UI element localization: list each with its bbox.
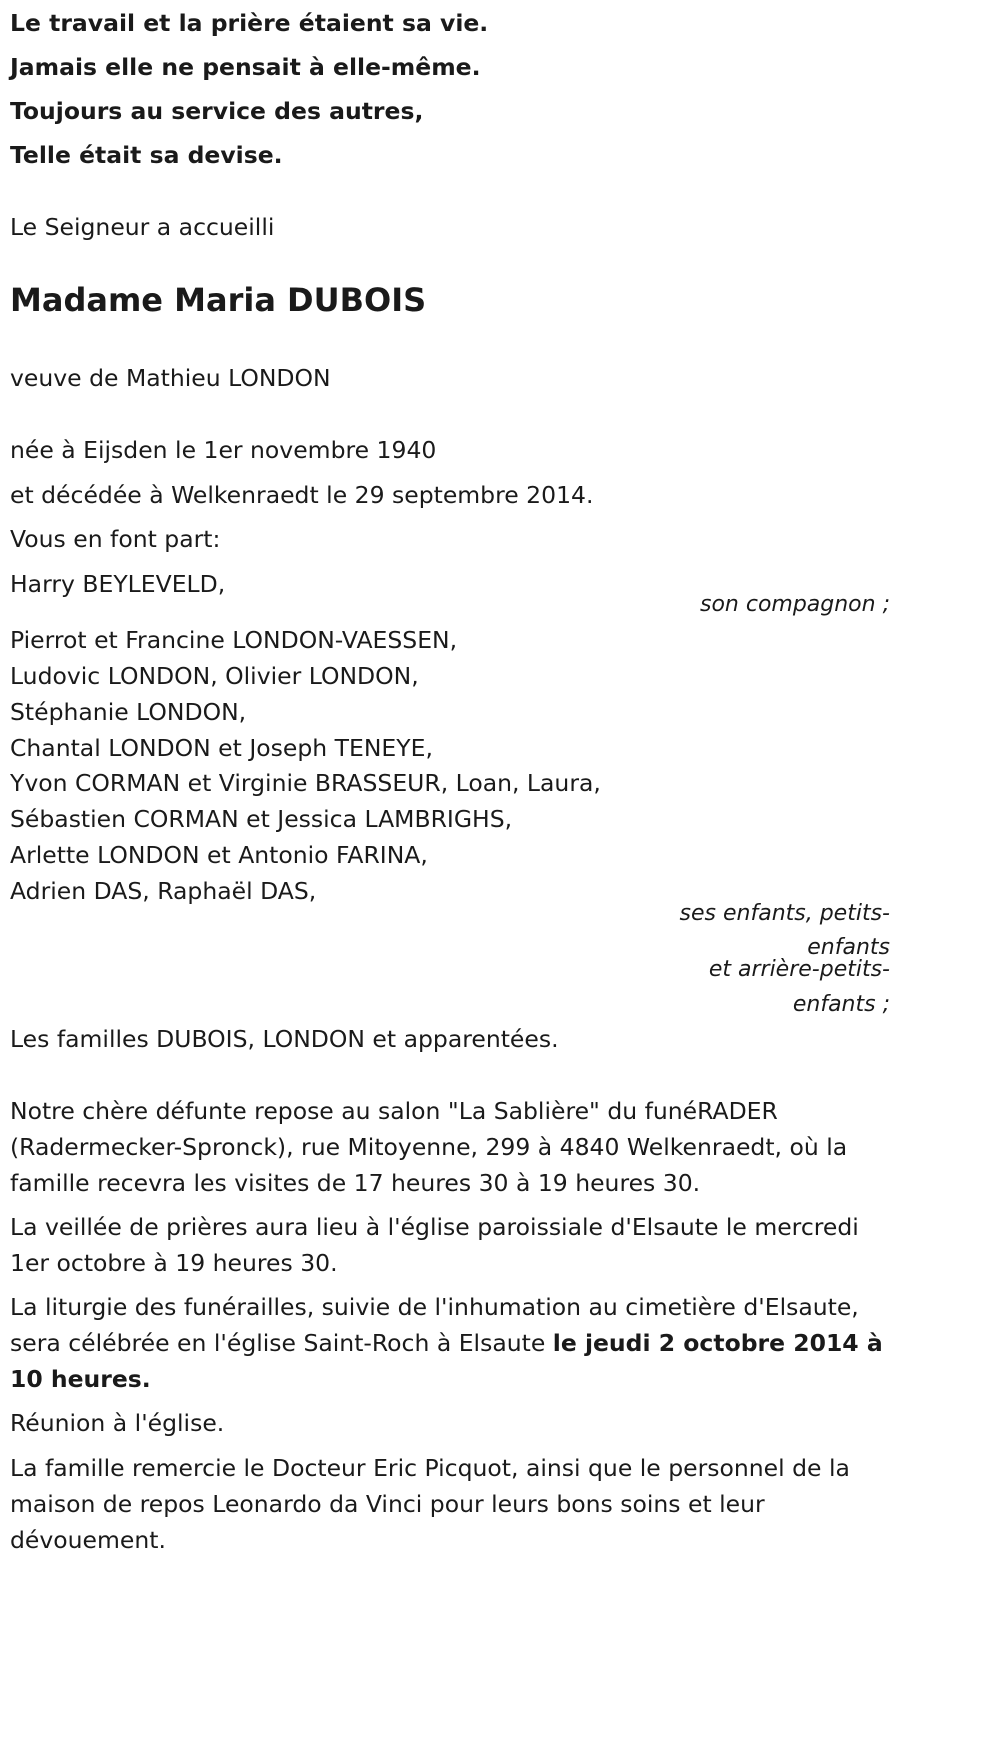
liturgy-line-2	[10, 1328, 883, 1358]
rest-line-3: famille recevra les visites de 17 heures 30 à 19 heures 30.	[10, 1169, 701, 1197]
liturgy-date: le jeudi 2 octobre 2014 à	[552, 1329, 883, 1357]
companion-name: Harry BEYLEVELD,	[10, 570, 226, 598]
children-role-2: enfants	[807, 935, 890, 960]
poem-line-2: Jamais elle ne pensait à elle-même.	[10, 53, 481, 81]
vigil-line-2: 1er octobre à 19 heures 30.	[10, 1249, 338, 1277]
children-line-7: Arlette LONDON et Antonio FARINA,	[10, 841, 428, 869]
rest-line-1: Notre chère défunte repose au salon "La Sablière" du funéRADER	[10, 1097, 778, 1125]
children-line-6: Sébastien CORMAN et Jessica LAMBRIGHS,	[10, 805, 513, 833]
birth-text: née à Eijsden le 1er novembre 1940	[10, 436, 437, 464]
families-text: Les familles DUBOIS, LONDON et apparentées.	[10, 1025, 559, 1053]
liturgy-line-1: La liturgie des funérailles, suivie de l'inhumation au cimetière d'Elsaute,	[10, 1293, 859, 1321]
poem-line-3: Toujours au service des autres,	[10, 97, 424, 125]
liturgy-line-2-plain: sera célébrée en l'église Saint-Roch à Elsaute	[10, 1329, 553, 1357]
thanks-line-3: dévouement.	[10, 1526, 166, 1554]
deceased-name: Madame Maria DUBOIS	[10, 281, 427, 319]
children-line-8: Adrien DAS, Raphaël DAS,	[10, 877, 317, 905]
children-line-3: Stéphanie LONDON,	[10, 698, 247, 726]
announce-text: Vous en font part:	[10, 525, 221, 553]
widow-text: veuve de Mathieu LONDON	[10, 364, 331, 392]
poem-line-4: Telle était sa devise.	[10, 141, 283, 169]
children-line-5: Yvon CORMAN et Virginie BRASSEUR, Loan, Laura,	[10, 769, 601, 797]
intro-text: Le Seigneur a accueilli	[10, 213, 275, 241]
thanks-line-1: La famille remercie le Docteur Eric Picquot, ainsi que le personnel de la	[10, 1454, 850, 1482]
rest-line-2: (Radermecker-Spronck), rue Mitoyenne, 299 à 4840 Welkenraedt, où la	[10, 1133, 848, 1161]
companion-role: son compagnon ;	[699, 592, 890, 617]
children-line-1: Pierrot et Francine LONDON-VAESSEN,	[10, 626, 458, 654]
poem-line-1: Le travail et la prière étaient sa vie.	[10, 9, 489, 37]
children-line-2: Ludovic LONDON, Olivier LONDON,	[10, 662, 419, 690]
children-role-4: enfants ;	[792, 992, 890, 1017]
children-line-4: Chantal LONDON et Joseph TENEYE,	[10, 734, 433, 762]
children-role-1: ses enfants, petits-	[679, 901, 890, 926]
liturgy-time: 10 heures.	[10, 1365, 151, 1393]
death-text: et décédée à Welkenraedt le 29 septembre 2014.	[10, 481, 594, 509]
thanks-line-2: maison de repos Leonardo da Vinci pour leurs bons soins et leur	[10, 1490, 765, 1518]
children-role-3: et arrière-petits-	[708, 957, 890, 982]
vigil-line-1: La veillée de prières aura lieu à l'église paroissiale d'Elsaute le mercredi	[10, 1213, 859, 1241]
meeting-text: Réunion à l'église.	[10, 1409, 225, 1437]
